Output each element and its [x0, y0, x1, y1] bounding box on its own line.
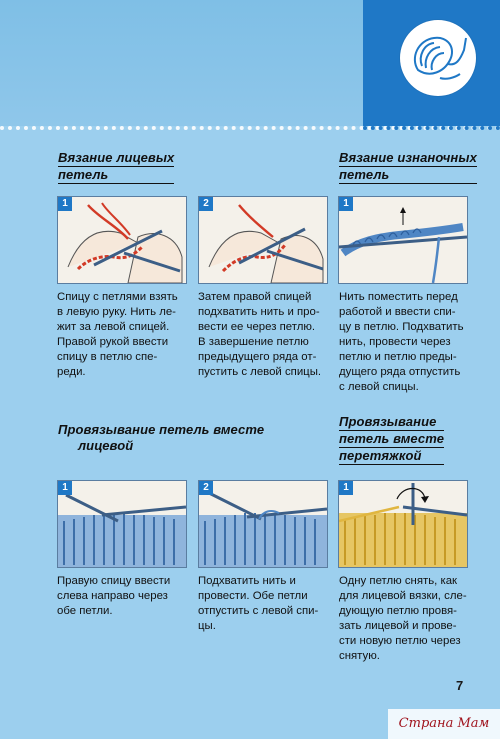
heading-line: Вязание лицевых	[58, 150, 175, 165]
step-number-badge: 1	[339, 481, 353, 495]
caption-knit-step-1: Спицу с петлями взять в левую руку. Нить ле- жит за левой спицей. Правой рукой ввести спицу в петлю спе- реди.	[57, 291, 178, 378]
step-number-badge: 2	[199, 481, 213, 495]
watermark: Страна Мам	[388, 709, 500, 739]
caption-knit-step-2: Затем правой спицей подхватить нить и про- вести ее через петлю. В завершение петлю предыдущего ряда от- пустить с левой спицы.	[198, 291, 322, 378]
illustration-k2tog-step-1	[57, 480, 187, 568]
heading-purl-stitches	[339, 150, 477, 184]
caption-pass-over-step-1: Одну петлю снять, как для лицевой вязки, сле- дующую петлю провя- зать лицевой и прове- сти новую петлю через снятую.	[339, 575, 467, 662]
dotted-divider-accent	[363, 126, 500, 134]
yarn-logo-icon	[400, 20, 476, 96]
heading-line: Вязание изнаночных	[339, 150, 477, 165]
illustration-k2tog-step-2	[198, 480, 328, 568]
step-number-badge: 1	[339, 197, 353, 211]
heading-line: петель	[339, 167, 477, 184]
heading-line: петель	[58, 167, 174, 184]
step-number-badge: 2	[199, 197, 213, 211]
illustration-pass-over-step-1	[338, 480, 468, 568]
heading-knit-stitches	[58, 150, 174, 184]
heading-knit-two-together	[58, 422, 264, 454]
illustration-knit-step-2	[198, 196, 328, 284]
caption-purl-step-1: Нить поместить перед работой и ввести спи- цу в петлю. Подхватить нить, провести через петлю и петлю преды- дущего ряда отпустить с левой спицы.	[339, 291, 464, 393]
heading-line: Провязывание петель вместе	[58, 422, 265, 437]
heading-line: Провязывание	[339, 414, 444, 431]
step-number-badge: 1	[58, 481, 72, 495]
heading-pass-over	[339, 414, 444, 465]
caption-k2tog-step-1: Правую спицу ввести слева направо через обе петли.	[57, 575, 171, 617]
step-number-badge: 1	[58, 197, 72, 211]
illustration-purl-step-1	[338, 196, 468, 284]
heading-line: петель вместе	[339, 431, 445, 446]
page-number: 7	[456, 678, 464, 693]
heading-line: лицевой	[78, 438, 134, 453]
caption-k2tog-step-2: Подхватить нить и провести. Обе петли отпустить с левой спи- цы.	[198, 575, 319, 632]
illustration-knit-step-1	[57, 196, 187, 284]
heading-line: перетяжкой	[339, 448, 444, 465]
